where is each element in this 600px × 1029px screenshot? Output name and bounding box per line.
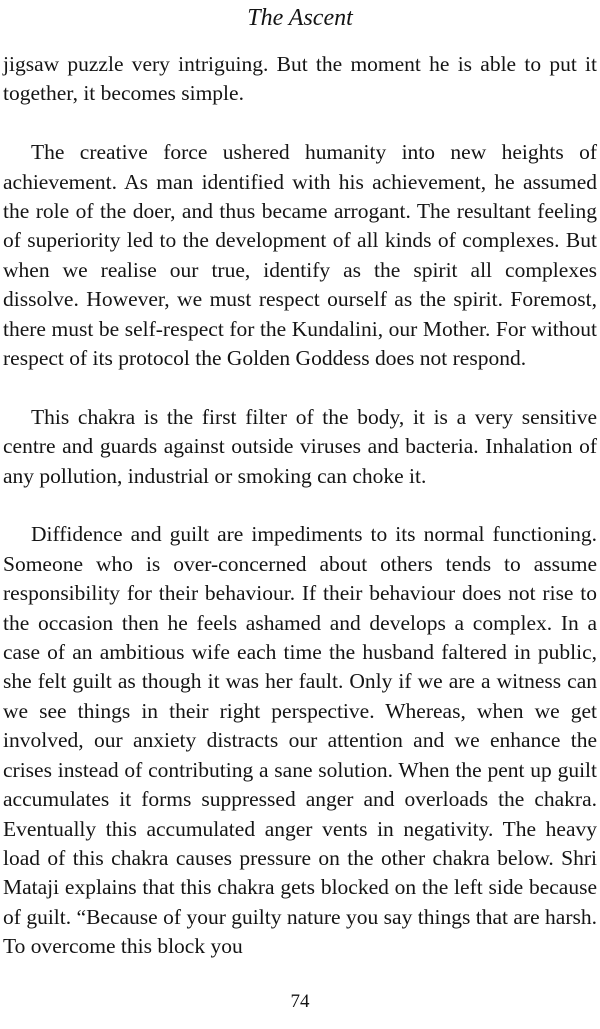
paragraph-first-filter: This chakra is the first filter of the body, it is a very sensitive centre and guards against outside viruses and bacteria. Inhalation of any pollution, industrial or smoking can choke it. [3, 404, 597, 488]
body-text [3, 50, 597, 991]
paragraph-continued: jigsaw puzzle very intriguing. But the moment he is able to put it together, it becomes simple. [3, 52, 597, 106]
running-head-title: The Ascent [247, 5, 353, 31]
page-number: 74 [290, 991, 310, 1012]
paragraph-diffidence-guilt: Diffidence and guilt are impediments to its normal functioning. Someone who is over-concerned about others tends to assume responsibility for their behaviour. If their behaviour does not rise to the occasion then he feels ashamed and develops a complex. In a case of an ambitious wife each time the husband faltered in public, she felt guilt as though it was her fault. Only if we are a witness can we see things in their right perspective. Whereas, when we get involved, our anxiety distracts our attention and we enhance the crises instead of contributing a sane solution. When the pent up guilt accumulates it forms suppressed anger and overloads the chakra. Eventually this accumulated anger vents in negativity. The heavy load of this chakra causes pressure on the other chakra below. Shri Mataji explains that this chakra gets blocked on the left side because of guilt. “Because of your guilty nature you say things that are harsh. To overcome this block you [3, 522, 597, 959]
paragraph-creative-force: The creative force ushered humanity into new heights of achievement. As man identified with his achievement, he assumed the role of the doer, and thus became arrogant. The resultant feeling of superiority led to the development of all kinds of complexes. But when we realise our true, identify as the spirit all complexes dissolve. However, we must respect ourself as the spirit. Foremost, there must be self-respect for the Kundalini, our Mother. For without respect of its protocol the Golden Goddess does not respond. [3, 140, 597, 371]
